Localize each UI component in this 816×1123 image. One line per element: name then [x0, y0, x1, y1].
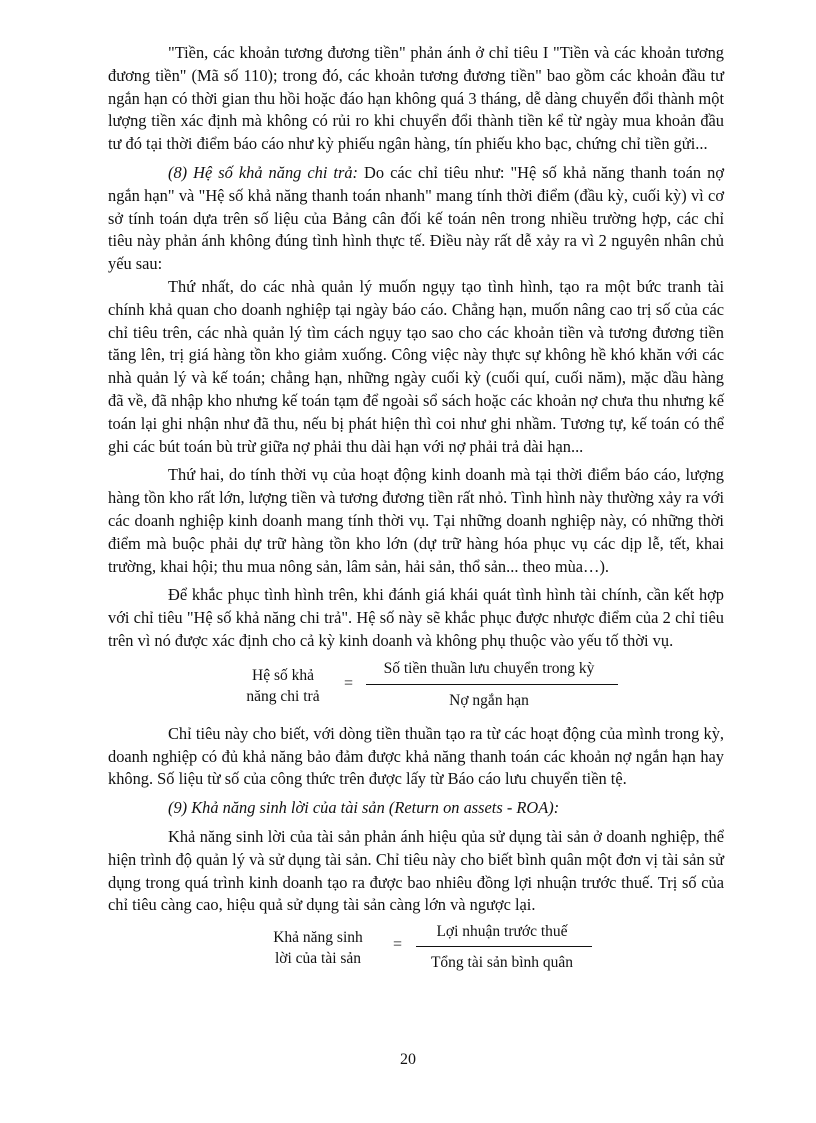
formula-numerator: Số tiền thuần lưu chuyển trong kỳ [383, 659, 595, 677]
formula-label-line-2: lời của tài sản [274, 950, 362, 968]
paragraph-payment-ability-text: Do các chỉ tiêu như: "Hệ số khả năng thanh toán nợ ngắn hạn" và "Hệ số khả năng thanh toán nhanh" mang tính thời điểm (đầu kỳ, cuối kỳ) vì cơ sở tính toán dựa trên số liệu của Bảng cân đối kế toán nên trong nhiều trường hợp, các chỉ tiêu này phản ánh không đúng tình hình thực tế. Điều này rất dễ xảy ra vì 2 nguyên nhân chủ yếu sau: [108, 162, 724, 274]
paragraph-payment-ability [108, 162, 724, 276]
paragraph-second-reason: Thứ hai, do tính thời vụ của hoạt động kinh doanh mà tại thời điểm báo cáo, lượng hàng tồn kho rất lớn, lượng tiền và tương đương tiền rất nhỏ. Tình hình này thường xảy ra với các doanh nghiệp kinh doanh mang tính thời vụ. Tại những doanh nghiệp này, có những thời điểm mà buộc phải dự trữ hàng tồn kho lớn (dự trữ hàng hóa phục vụ các dịp lễ, tết, khai trường, khai hội; thu mua nông sản, lâm sản, hải sản, thổ sản... theo mùa…). [108, 465, 724, 576]
formula-denominator: Nợ ngắn hạn [449, 691, 529, 709]
formula-equals-sign: = [344, 674, 354, 692]
formula-label-line-1: Khả năng sinh [273, 929, 363, 947]
paragraph-indicator-meaning: Chỉ tiêu này cho biết, với dòng tiền thuần tạo ra từ các hoạt động của mình trong kỳ, doanh nghiệp có đủ khả năng bảo đảm được khả năng thanh toán các khoản nợ ngắn hạn hay không. Số liệu từ số của công thức trên được lấy từ Báo cáo lưu chuyển tiền tệ. [108, 723, 724, 789]
formula-equals-sign: = [393, 936, 403, 954]
formula-roa-label [260, 927, 376, 969]
document-page [108, 42, 724, 987]
formula-payment-ability [108, 659, 724, 721]
section-heading-8: (8) Hệ số khả năng chi trả: [168, 162, 359, 182]
fraction-bar [366, 684, 618, 685]
fraction-bar [416, 946, 592, 947]
paragraph-first-reason: Thứ nhất, do các nhà quản lý muốn ngụy tạo tình hình, tạo ra một bức tranh tài chính khả quan cho doanh nghiệp tại ngày báo cáo. Chẳng hạn, muốn nâng cao trị số của các chỉ tiêu trên, các nhà quản lý tìm cách ngụy tạo sao cho các khoản tiền và tương đương tiền tăng lên, trị giá hàng tồn kho giảm xuống. Công việc này thực sự không hề khó khăn với các nhà quản lý và kế toán; chẳng hạn, những ngày cuối kỳ (cuối quí, cuối năm), mặc dầu hàng đã về, đã nhập kho nhưng kế toán tạm để ngoài sổ sách hoặc các khoản nợ chưa thu nhưng kế toán lại ghi nhận như đã thu, nếu bị phát hiện thì coi như ghi nhầm. Tương tự, kế toán có thể ghi các bút toán bù trừ giữa nợ phải thu dài hạn với nợ phải trả dài hạn... [108, 276, 724, 456]
section-heading-9: (9) Khả năng sinh lời của tài sản (Return on assets - ROA): [168, 798, 560, 818]
formula-denominator: Tổng tài sản bình quân [430, 954, 574, 972]
formula-payment-ability-label [233, 665, 333, 707]
page-number: 20 [400, 1051, 416, 1068]
formula-numerator: Lợi nhuận trước thuế [436, 923, 568, 941]
paragraph-remedy: Để khắc phục tình hình trên, khi đánh giá khái quát tình hình tài chính, cần kết hợp với chỉ tiêu "Hệ số khả năng chi trả". Hệ số này sẽ khắc phục được nhược điểm của 2 chỉ tiêu trên vì nó được xác định cho cả kỳ kinh doanh và không phụ thuộc vào yếu tố thời vụ. [108, 585, 724, 650]
formula-roa [108, 923, 724, 985]
paragraph-roa-description: Khả năng sinh lời của tài sản phản ánh hiệu qủa sử dụng tài sản ở doanh nghiệp, thể hiện trình độ quản lý và sử dụng tài sản. Chỉ tiêu này cho biết bình quân một đơn vị tài sản sử dụng trong quá trình kinh doanh tạo ra được bao nhiêu đồng lợi nhuận trước thuế. Trị số của chỉ tiêu càng cao, hiệu quả sử dụng tài sản càng lớn và ngược lại. [108, 826, 724, 915]
paragraph-cash-equivalents: "Tiền, các khoản tương đương tiền" phản ánh ở chỉ tiêu I "Tiền và các khoản tương đương tiền" (Mã số 110); trong đó, các khoản tương đương tiền" bao gồm các khoản đầu tư ngắn hạn có thời gian thu hồi hoặc đáo hạn không quá 3 tháng, dễ dàng chuyển đổi thành một lượng tiền xác định mà không có rủi ro khi chuyển đổi thành tiền kể từ ngày mua khoản đầu tư đó tại thời điểm báo cáo như kỳ phiếu ngân hàng, tín phiếu kho bạc, chứng chỉ tiền gửi... [108, 43, 724, 154]
formula-label-line-1: Hệ số khả [252, 666, 314, 684]
formula-label-line-2: năng chi trả [246, 687, 320, 705]
